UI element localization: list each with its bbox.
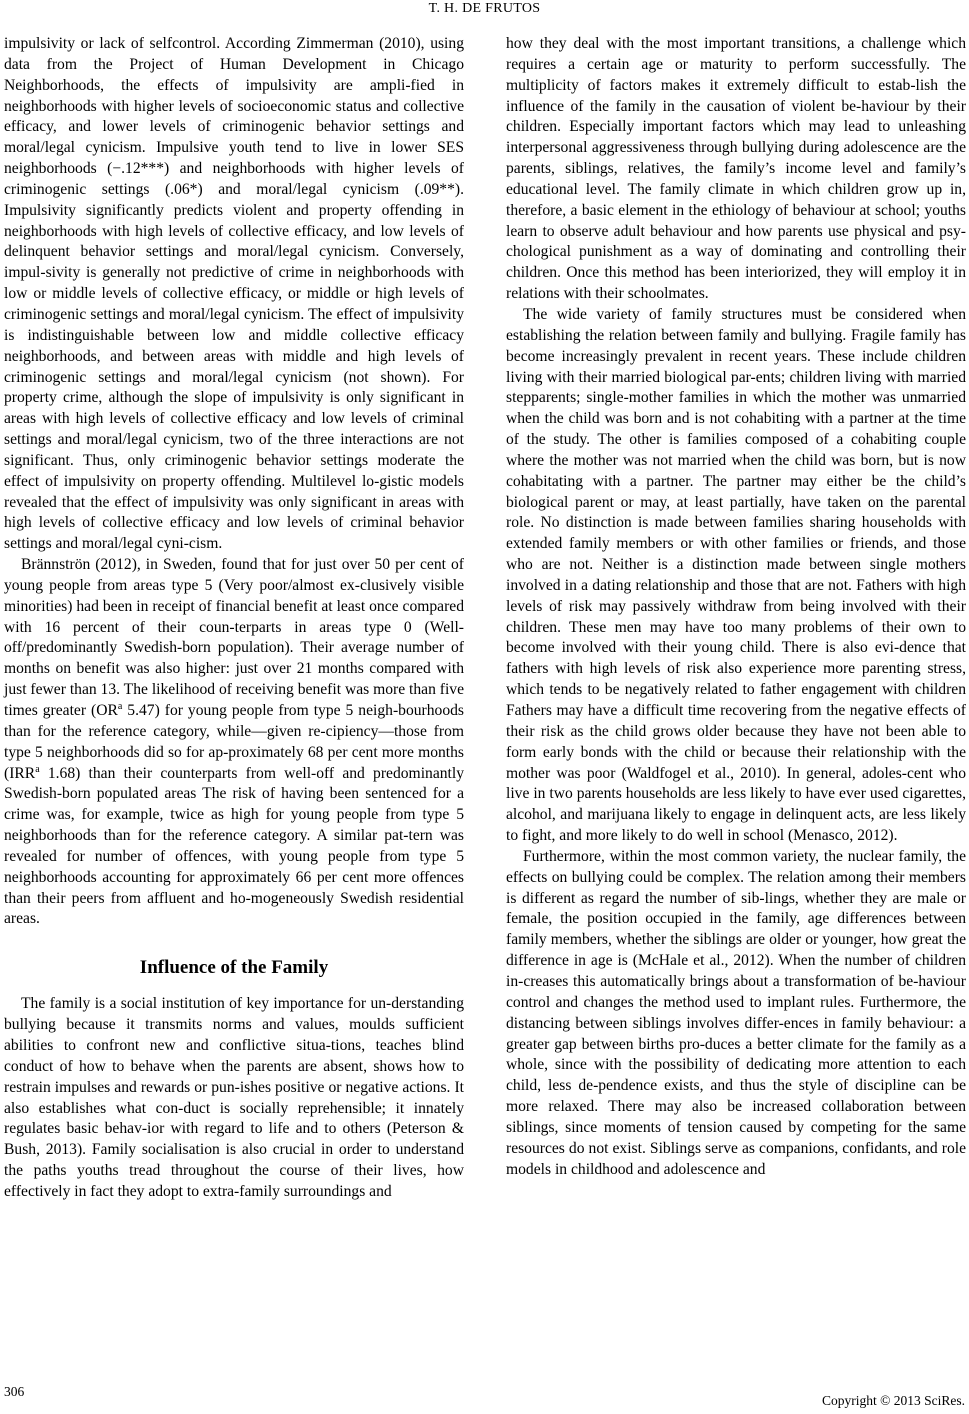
copyright-notice: Copyright © 2013 SciRes. [821,1393,965,1408]
superscript: a [117,700,123,712]
text-run: 1.68) than their counterparts from well-off and predominantly Swedish-born populated areas The risk of having been sentenced for a crime was, for example, twice as high for young people from type 5 neighborhoods than for the reference category. A similar pat-tern was revealed for number of offences, with young people from type 5 neighborhoods accounting for approximately 66 per cent more offences than their peers from affluent and ho-mogeneously Swedish residential areas. [4,764,464,928]
superscript: a [35,763,40,775]
body-paragraph: impulsivity or lack of selfcontrol. According Zimmerman (2010), using data from the Project of Human Development in Chicago Neighborhoods, the effects of impulsivity are ampli-fied in neighborhoods with higher levels of socioeconomic status and collective efficacy, and lower levels of criminogenic behavior settings and moral/legal cynicism. Impulsive youth tend to live in lower SES neighborhoods (−.12***) and neighborhoods with higher levels of criminogenic settings (.06*) and moral/legal cynicism (.09**). Impulsivity significantly predicts violent and property offending in neighborhoods with high levels of collective efficacy, and low levels of delinquent behavior settings and moral/legal cynicism. Conversely, impul-sivity is generally not predictive of crime in neighborhoods with low or middle levels of collective efficacy, or middle or high levels of criminogenic settings and moral/legal cynicism. The effect of impulsivity is indistinguishable between low and middle collective efficacy neighborhoods, and between areas with middle and high levels of criminogenic settings and moral/legal cynicism (not shown). For property crime, although the slope of impulsivity is only significant in areas with high levels of collective efficacy and low levels of criminal settings and moral/legal cynicism, two of the three interactions are not significant. Thus, only criminogenic behavior settings moderate the effect of impulsivity on property offending. Multilevel lo-gistic models revealed that the effect of impulsivity was only significant in areas with high levels of collective efficacy and low levels of criminal behavior settings and moral/legal cyni-cism. [4,35,464,553]
section-heading: Influence of the Family [139,957,329,979]
page-number: 306 [4,1384,25,1399]
body-paragraph [4,555,464,930]
body-paragraph: how they deal with the most important transitions, a challenge which requires a certain age or maturity to perform successfully. The multiplicity of factors makes it extremely difficult to estab-lish the influence of the family in the causation of violent be-haviour by their children. Especially important factors which may lead to unleashing interpersonal aggressiveness through bullying during adolescence are the parents, siblings, relatives, the family’s income level and family’s educational level. The family climate in which children grow up in, therefore, a basic element in the ethiology of behaviour at school; youths learn to observe adult behaviour and how parents use physical and psy-chological punishment as a way of dominating and controlling their children. Once this method has been interiorized, they will employ it in relations with their schoolmates. [506,35,966,303]
text-run: 5.47) for young people from type 5 neigh-bourhoods than for the reference category, while—given re-cipiency—those from type 5 neighborhoods did so for ap-proximately 68 per cent more months (IRR [4,702,464,782]
body-paragraph: Furthermore, within the most common variety, the nuclear family, the effects on bullying could be complex. The relation among their members is different as regard the number of sib-lings, whether they are male or female, the position occupied in the family, age differences between family members, whether the siblings are older or younger, how great the difference in age is (McHale et al., 2012). When the number of children in-creases this automatically brings about a transformation of be-haviour control and changes the method used to implant rules. Furthermore, the distancing between siblings involves differ-ences in family behaviour: a greater gap between births pro-duces a better climate for the family as a whole, since with the possibility of dedicating more attention to each child, less de-pendence exists, and thus the style of discipline can be more relaxed. There may also be increased collaboration between siblings, since moments of tension caused by competing for the same resources do not exist. Siblings serve as companions, confidants, and role models in childhood and adolescence and [506,847,966,1178]
body-paragraph: The wide variety of family structures must be considered when establishing the relation between family and bullying. Fragile family has become increasingly prevalent in recent years. These include children living with their married biological par-ents; children living with married stepparents; single-mother families in which the mother was unmarried when the child was born and is not cohabiting with a partner at the time of the study. The other is families composed of a cohabiting couple where the mother was not married when the child was born, but is now cohabitating with a partner. The partner may either be the child’s biological parent or may, at least partially, have taken on the parental role. No distinction is made between families sharing households with extended family members or with other families or friends, and those who are not. Neither is a distinction made between single mothers involved in a dating relationship and those that are not. Fathers with high levels of risk may passively withdraw from being involved with their children. These men may have too many problems of their own to become involved with their young child. There is also evi-dence that fathers with high levels of risk also experience more parenting stress, which tends to be negatively related to father engagement with children Fathers may have a difficult time recovering from the negative effects of their risk as the child grows older because they have not been able to form early bonds with the child or because their relationship with the mother was poor (Waldfogel et al., 2010). In general, adoles-cent who live in two parents households are less likely to have ever used cigarettes, alcohol, and marijuana likely to engage in delinquent acts, are less likely to fight, and more likely to do well in school (Menasco, 2012). [506,305,966,845]
right-column [506,34,966,1180]
body-paragraph: The family is a social institution of key importance for un-derstanding bullying because it transmits norms and values, moulds sufficient abilities to confront new and conflictive situa-tions, teaches blind conduct of how to behave when the parents are absent, shows how to restrain impulses and rewards or pun-ishes positive or negative actions. It also establishes what con-duct is socially reprehensible; it innately regulates basic behav-ior with regard to life and to others (Peterson & Bush, 2013). Family socialisation is also crucial in order to understand the paths youths tread throughout the course of their lives, how effectively in fact they adopt to extra-family surroundings and [4,995,464,1200]
text-run: Brännströn (2012), in Sweden, found that for just over 50 per cent of young people from areas type 5 (Very poor/almost ex-clusively visible minorities) had been in receipt of financial benefit at least once compared with 16 percent of their coun-terparts in areas type 0 (Well-off/predominantly Swedish-born population). Their average number of months on benefit was also higher: just over 21 months compared with just fewer than 13. The likelihood of receiving benefit was more than five times greater (OR [4,556,465,719]
running-head: T. H. DE FRUTOS [428,1,541,16]
left-column [4,34,464,1203]
